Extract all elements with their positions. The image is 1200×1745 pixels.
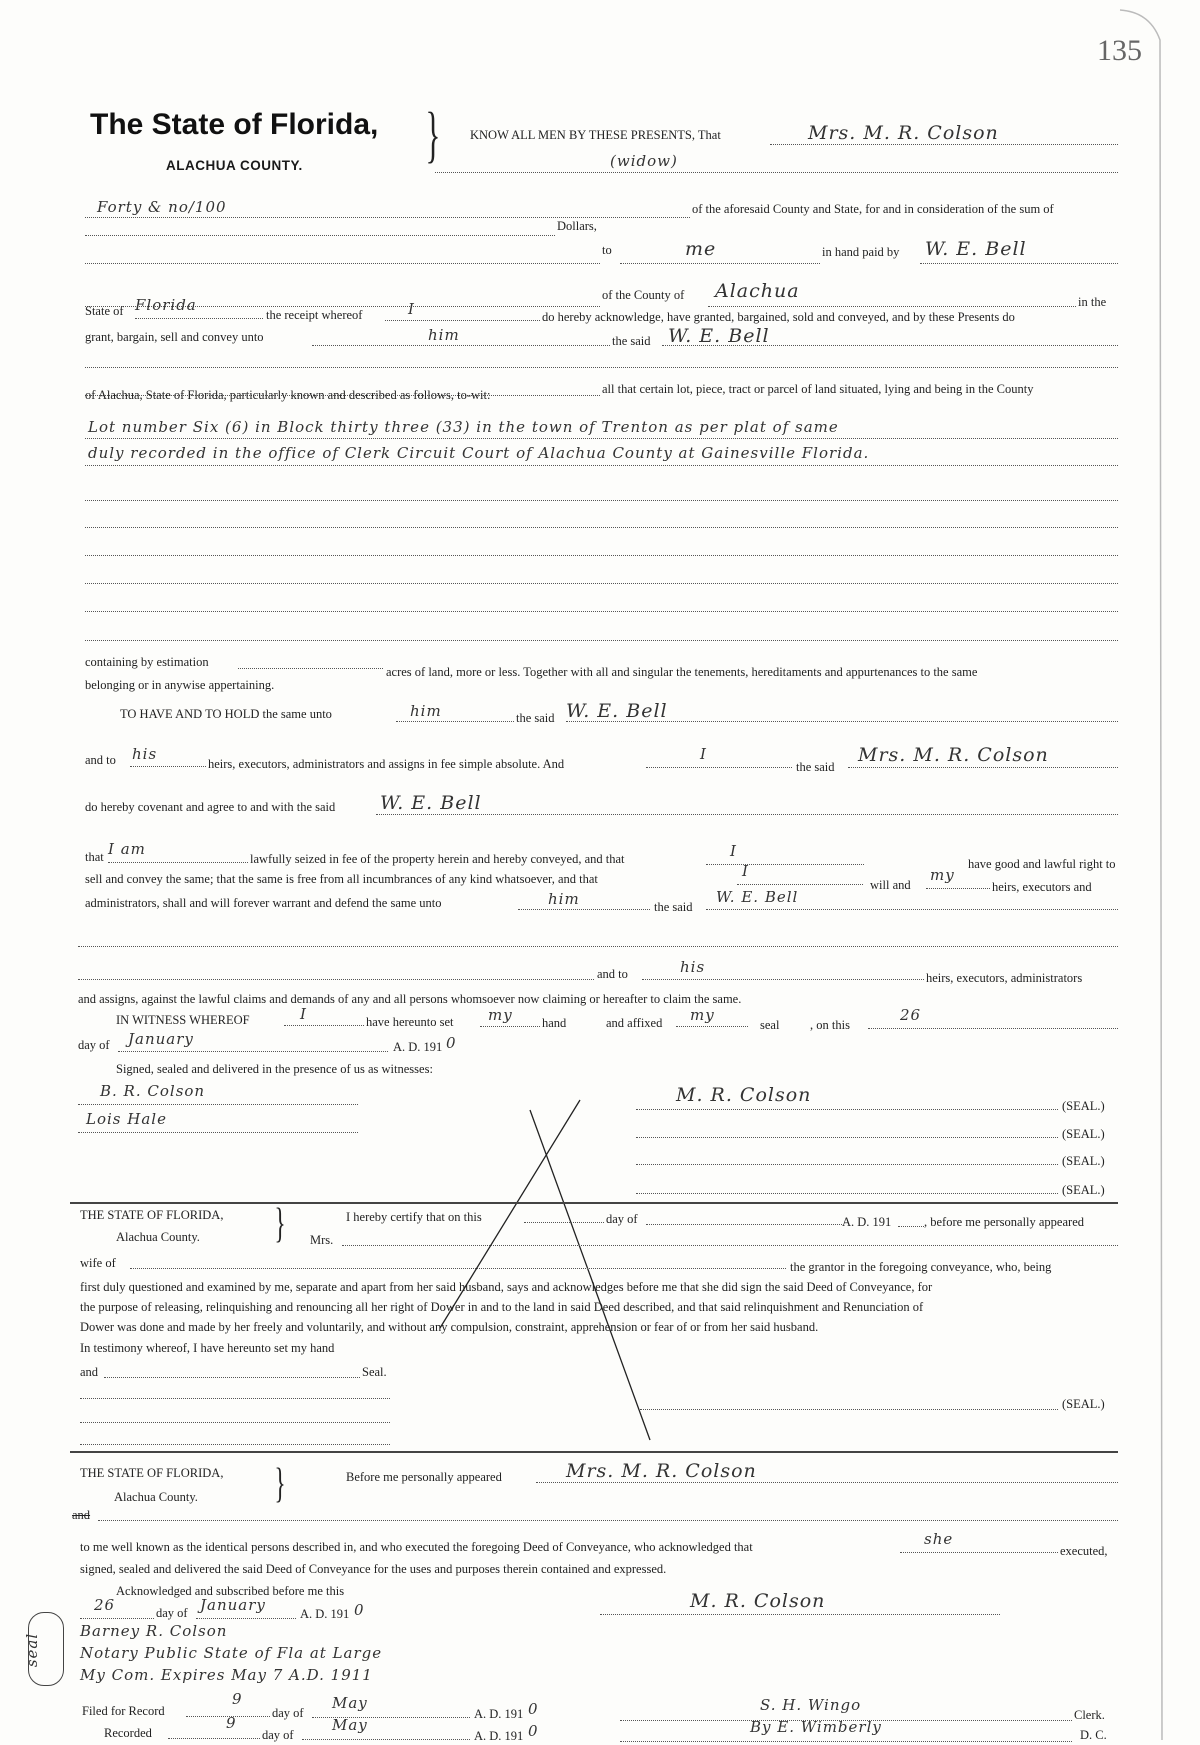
witness1-line	[78, 1104, 358, 1105]
admins-said-text: the said	[654, 900, 693, 914]
dower-and-line	[104, 1377, 360, 1378]
state-line	[135, 318, 263, 319]
to-have-said-text: the said	[516, 711, 555, 725]
and-line	[646, 767, 792, 768]
ack-and: and	[72, 1508, 91, 1522]
filed-month: May	[332, 1694, 368, 1712]
and-to-2-text: and to	[597, 967, 628, 981]
of-county-text: of the County of	[602, 288, 685, 302]
in-witness-text: IN WITNESS WHEREOF	[116, 1013, 250, 1027]
ack-county: Alachua County.	[114, 1490, 198, 1504]
dower-line-2: the purpose of releasing, relinquishing and renouncing all her right of Dower in and to the land in said Deed described, and that said relinquishment and Renunciation of	[80, 1300, 924, 1314]
notary-line-3: My Com. Expires May 7 A.D. 1911	[80, 1666, 373, 1684]
dower-line-3: Dower was done and made by her freely and voluntarily, and without any compulsion, constraint, apprehension or fear of or from her said husband.	[80, 1320, 819, 1334]
recorded-year: 0	[528, 1722, 539, 1740]
receipt-line	[385, 320, 540, 321]
covenant-line	[376, 814, 1118, 815]
sell-value: I	[742, 862, 749, 880]
ack-and-line	[98, 1520, 1118, 1521]
filed-year: 0	[528, 1700, 539, 1718]
desc-line-6	[85, 583, 1118, 584]
witness2-signature: Lois Hale	[86, 1110, 167, 1128]
grantee-pronoun: him	[428, 326, 460, 344]
county-heading: ALACHUA COUNTY.	[166, 158, 303, 173]
on-this-text: , on this	[810, 1018, 850, 1032]
seal-text: seal	[760, 1018, 780, 1032]
to-line	[620, 263, 820, 264]
ack-year: 0	[354, 1601, 365, 1619]
cross-out-line-2	[530, 1110, 650, 1440]
paid-by-line	[920, 263, 1118, 264]
notary-line-2: Notary Public State of Fla at Large	[80, 1644, 383, 1662]
desc-line-1	[85, 438, 1118, 439]
filed-ad: A. D. 191	[474, 1707, 524, 1721]
state-value: Florida	[135, 296, 197, 314]
filed-day-of: day of	[272, 1706, 304, 1720]
notary-seal-text: seal	[23, 1632, 42, 1668]
dc-text: D. C.	[1080, 1728, 1107, 1742]
notary-seal-stamp	[23, 1612, 64, 1686]
grantor-2-line	[848, 767, 1118, 768]
dower-year-line	[898, 1226, 924, 1227]
and-value: I	[700, 745, 707, 763]
to-have-pronoun: him	[410, 702, 442, 720]
that-value: I am	[108, 840, 146, 858]
dower-county: Alachua County.	[116, 1230, 200, 1244]
assigns-text: and assigns, against the lawful claims and demands of any and all persons whomsoever now claiming or hereafter to claim the same.	[78, 992, 742, 1006]
dower-line-c	[80, 1444, 390, 1445]
witness2-line	[78, 1132, 358, 1133]
to-value: me	[685, 238, 717, 260]
receipt-value: I	[408, 300, 415, 318]
set-value: my	[488, 1006, 513, 1024]
ack-she: she	[924, 1530, 954, 1548]
ack-signer-signature: M. R. Colson	[690, 1590, 826, 1612]
receipt-text: the receipt whereof	[266, 308, 363, 322]
acreage-line	[238, 668, 383, 669]
desc-line-8	[85, 640, 1118, 641]
will-and-text: will and	[870, 878, 911, 892]
blank-line-4	[78, 979, 594, 980]
description-line-1: Lot number Six (6) in Block thirty three (33) in the town of Trenton as per plat of same	[88, 418, 839, 436]
grant-text: grant, bargain, sell and convey unto	[85, 330, 264, 344]
set-line	[480, 1026, 540, 1027]
dower-day-line	[524, 1222, 604, 1223]
dower-seal-line	[640, 1409, 1058, 1410]
dower-certify: I hereby certify that on this	[346, 1210, 482, 1224]
clerk-signature: S. H. Wingo	[760, 1696, 862, 1714]
witness-year: 0	[446, 1034, 457, 1052]
dower-seal: Seal.	[362, 1365, 387, 1379]
dower-ad: A. D. 191	[842, 1215, 892, 1229]
heirs-text: heirs, executors, administrators and assigns in fee simple absolute. And	[208, 757, 565, 771]
lawfully-text: lawfully seized in fee of the property herein and hereby conveyed, and that	[250, 852, 625, 866]
dower-mrs: Mrs.	[310, 1233, 334, 1247]
ack-state: THE STATE OF FLORIDA,	[80, 1466, 224, 1480]
paid-by-text: in hand paid by	[822, 245, 900, 259]
dower-brace: }	[274, 1201, 286, 1247]
have-good-text: have good and lawful right to	[968, 857, 1116, 871]
the-said-2-text: the said	[796, 760, 835, 774]
in-witness-line	[284, 1025, 364, 1026]
desc-line-4	[85, 527, 1118, 528]
seal-line-2	[636, 1137, 1058, 1138]
dollars-text: Dollars,	[557, 219, 597, 233]
sum-amount: Forty & no/100	[97, 198, 227, 216]
will-value: my	[930, 866, 955, 884]
recorded-day-of: day of	[262, 1728, 294, 1742]
dower-and: and	[80, 1365, 99, 1379]
ack-executed: executed,	[1060, 1544, 1108, 1558]
belonging-text: belonging or in anywise appertaining.	[85, 678, 275, 692]
will-line	[926, 888, 990, 889]
county-value: Alachua	[715, 280, 800, 302]
dower-month-line	[646, 1224, 842, 1225]
and-to-2-line	[642, 979, 924, 980]
desc-line-7	[85, 611, 1118, 612]
sell-line	[737, 884, 863, 885]
seal-label-1: (SEAL.)	[1062, 1099, 1105, 1113]
grantor-name: Mrs. M. R. Colson	[808, 122, 999, 144]
that-text: that	[85, 850, 104, 864]
admins-pronoun: him	[548, 890, 580, 908]
filed-text: Filed for Record	[82, 1704, 165, 1718]
ack-month: January	[200, 1596, 266, 1614]
page-number: 135	[1097, 34, 1142, 67]
the-said-text: the said	[612, 334, 651, 348]
description-line-2: duly recorded in the office of Clerk Circuit Court of Alachua County at Gainesville Florida.	[88, 444, 870, 462]
heirs-exec-text: heirs, executors and	[992, 880, 1092, 894]
heirs-exec-2-text: heirs, executors, administrators	[926, 971, 1083, 985]
on-this-value: 26	[900, 1006, 922, 1024]
ack-before-name: Mrs. M. R. Colson	[566, 1460, 757, 1482]
ack-line-2: signed, sealed and delivered the said Deed of Conveyance for the uses and purposes therein contained and expressed.	[80, 1562, 667, 1576]
ack-subscribed: Acknowledged and subscribed before me this	[116, 1584, 345, 1598]
ack-day: 26	[94, 1596, 116, 1614]
seal-line-3	[636, 1164, 1058, 1165]
grantor-2-name: Mrs. M. R. Colson	[858, 744, 1049, 766]
blank-line-3	[78, 946, 1118, 947]
acres-text: acres of land, more or less. Together with all and singular the tenements, hereditaments and appurtenances to the same	[386, 665, 978, 679]
covenant-text: do hereby covenant and agree to and with the said	[85, 800, 336, 814]
heirs-pronoun: his	[132, 745, 158, 763]
dower-day-of: day of	[606, 1212, 638, 1226]
affixed-line	[676, 1026, 748, 1027]
ack-before: Before me personally appeared	[346, 1470, 502, 1484]
to-have-text: TO HAVE AND TO HOLD the same unto	[120, 707, 332, 721]
lawfully-value: I	[730, 842, 737, 860]
grantee-pron-line	[312, 345, 610, 346]
covenant-name: W. E. Bell	[380, 792, 482, 814]
clerk-text: Clerk.	[1074, 1708, 1105, 1722]
desc-line-3	[85, 500, 1118, 501]
recorded-month-line	[302, 1739, 470, 1740]
heirs-pron-line	[130, 766, 206, 767]
seal-label-2: (SEAL.)	[1062, 1127, 1105, 1141]
lawfully-line	[706, 864, 864, 865]
document-title: The State of Florida,	[90, 108, 379, 141]
in-witness-value: I	[300, 1005, 307, 1023]
containing-text: containing by estimation	[85, 655, 209, 669]
admins-name: W. E. Bell	[716, 888, 799, 906]
sell-text: sell and convey the same; that the same is free from all incumbrances of any kind whatsoever, and that	[85, 872, 598, 886]
signer-line	[636, 1109, 1058, 1110]
blank-line-1	[85, 367, 1118, 368]
admins-text: administrators, shall and will forever warrant and defend the same unto	[85, 896, 442, 910]
month-line	[118, 1051, 388, 1052]
notary-line-1: Barney R. Colson	[80, 1622, 228, 1640]
on-this-line	[868, 1028, 1118, 1029]
dower-wife-of: wife of	[80, 1256, 116, 1270]
witness-day-of-text: day of	[78, 1038, 110, 1052]
sum-line-3	[85, 263, 600, 264]
all-that-text: all that certain lot, piece, tract or parcel of land situated, lying and being in the County	[602, 382, 1034, 396]
state-of-text: State of	[85, 304, 124, 318]
signer-signature: M. R. Colson	[676, 1084, 812, 1106]
dower-line-a	[80, 1398, 390, 1399]
witness-month: January	[128, 1030, 194, 1048]
dower-line-b	[80, 1422, 390, 1423]
dc-signature: By E. Wimberly	[750, 1718, 882, 1736]
recorded-day-line	[168, 1738, 260, 1739]
dower-wife-line	[130, 1268, 786, 1269]
sum-line-2	[85, 235, 555, 236]
to-have-pron-line	[396, 721, 514, 722]
witness1-signature: B. R. Colson	[100, 1082, 206, 1100]
page-edge	[1120, 10, 1162, 1740]
dower-mrs-line	[342, 1245, 1118, 1246]
seal-label-4: (SEAL.)	[1062, 1183, 1105, 1197]
ack-she-line	[900, 1552, 1058, 1553]
recorded-month: May	[332, 1716, 368, 1734]
desc-line-2	[85, 465, 1118, 466]
in-the-text: in the	[1078, 295, 1107, 309]
dower-seal-label: (SEAL.)	[1062, 1397, 1105, 1411]
that-line	[108, 862, 248, 863]
admins-pron-line	[518, 909, 650, 910]
to-text: to	[602, 243, 612, 257]
filed-day: 9	[232, 1690, 243, 1708]
seal-label-3: (SEAL.)	[1062, 1154, 1105, 1168]
dc-line	[620, 1741, 1072, 1742]
aforesaid-text: of the aforesaid County and State, for and in consideration of the sum of	[692, 202, 1054, 216]
seal-line-4	[636, 1193, 1058, 1194]
affixed-text: and affixed	[606, 1016, 663, 1030]
ack-before-line	[536, 1482, 1118, 1483]
sum-line	[85, 217, 690, 218]
grantor-line	[770, 144, 1118, 145]
admins-name-line	[706, 909, 1118, 910]
affixed-value: my	[690, 1006, 715, 1024]
ack-ad: A. D. 191	[300, 1607, 350, 1621]
recorded-day: 9	[226, 1714, 237, 1732]
ack-day-of: day of	[156, 1606, 188, 1620]
signed-text: Signed, sealed and delivered in the presence of us as witnesses:	[116, 1062, 433, 1076]
dower-before: , before me personally appeared	[924, 1215, 1084, 1229]
recorded-text: Recorded	[104, 1726, 152, 1740]
dower-grantor: the grantor in the foregoing conveyance, who, being	[790, 1260, 1052, 1274]
ack-line-1: to me well known as the identical persons described in, and who executed the foregoing Deed of Conveyance, who acknowledged that	[80, 1540, 753, 1554]
and-to-2-value: his	[680, 958, 706, 976]
have-set-text: have hereunto set	[366, 1015, 454, 1029]
recorded-ad: A. D. 191	[474, 1729, 524, 1743]
dower-testimony: In testimony whereof, I have hereunto set my hand	[80, 1341, 335, 1355]
ack-signer-line	[600, 1614, 1000, 1615]
witness-ad-text: A. D. 191	[393, 1040, 443, 1054]
and-to-text: and to	[85, 753, 116, 767]
dower-state: THE STATE OF FLORIDA,	[80, 1208, 224, 1222]
ack-day-line	[80, 1618, 154, 1619]
paid-by-name: W. E. Bell	[925, 238, 1027, 260]
header-brace: }	[425, 101, 441, 169]
acknowledge-text: do hereby acknowledge, have granted, bargained, sold and conveyed, and by these Presents do	[542, 310, 1015, 324]
know-all-text: KNOW ALL MEN BY THESE PRESENTS, That	[470, 128, 721, 142]
hand-text: hand	[542, 1016, 567, 1030]
ack-brace: }	[274, 1461, 286, 1507]
ack-month-line	[196, 1618, 296, 1619]
of-alachua-text: of Alachua, State of Florida, particularly known and described as follows, to-wit:	[85, 388, 491, 402]
grantor-note-line	[435, 172, 1118, 173]
county-line	[708, 306, 1076, 307]
to-have-name: W. E. Bell	[566, 700, 668, 722]
grantor-note: (widow)	[610, 152, 678, 170]
grantee-name: W. E. Bell	[668, 325, 770, 347]
dower-line-1: first duly questioned and examined by me, separate and apart from her said husband, says and acknowledges before me that she did sign the said Deed of Conveyance, for	[80, 1280, 933, 1294]
desc-line-5	[85, 555, 1118, 556]
